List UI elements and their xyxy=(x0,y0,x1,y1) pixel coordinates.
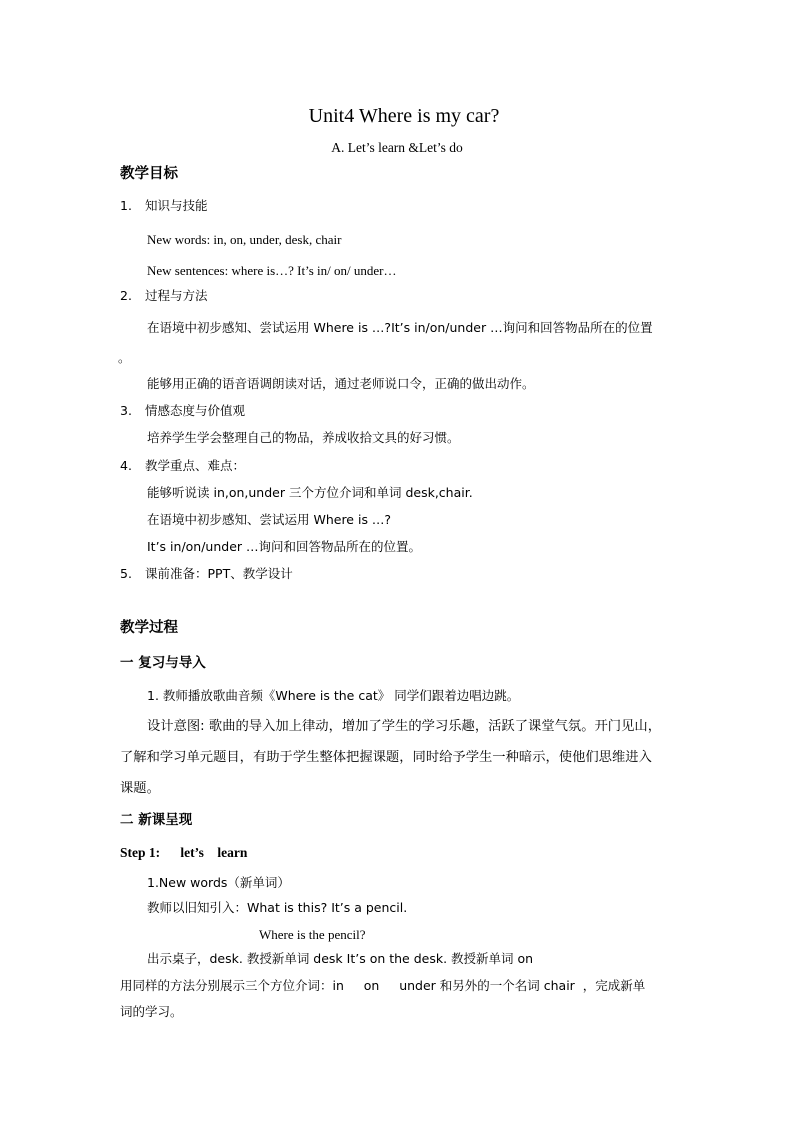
list-item-2-label: 过程与方法 xyxy=(145,288,208,303)
new-words-line: New words: in, on, under, desk, chair xyxy=(147,232,342,247)
new-words-label: 1.New words（新单词） xyxy=(147,875,290,890)
section-heading-goals: 教学目标 xyxy=(120,166,178,182)
section-heading-process: 教学过程 xyxy=(120,620,178,636)
design-intent-line-3: 课题。 xyxy=(120,781,160,796)
new-sentences-line: New sentences: where is…? It’s in/ on/ under… xyxy=(147,263,397,278)
emotion-line: 培养学生学会整理自己的物品，养成收拾文具的好习惯。 xyxy=(147,430,460,445)
list-item-5-label: 课前准备：PPT、教学设计 xyxy=(145,566,293,581)
list-item-4-number: 4. xyxy=(120,458,132,473)
list-item-1-label: 知识与技能 xyxy=(145,198,208,213)
step-1-heading: Step 1: let’s learn xyxy=(120,845,248,860)
same-method-line-1: 用同样的方法分别展示三个方位介词：in on under 和另外的一个名词 chair ，完成新单 xyxy=(120,978,646,993)
key-point-line-1: 能够听说读 in,on,under 三个方位介词和单词 desk,chair. xyxy=(147,485,473,500)
method-line-2: 能够用正确的语音语调朗读对话，通过老师说口令，正确的做出动作。 xyxy=(147,376,535,391)
list-item-4-label: 教学重点、难点： xyxy=(145,458,246,473)
desk-line: 出示桌子，desk. 教授新单词 desk It’s on the desk. 教授新单词 on xyxy=(147,951,534,966)
intro-question-line: Where is the pencil? xyxy=(259,927,366,942)
same-method-line-2: 词的学习。 xyxy=(120,1004,183,1019)
part1-line-1: 1. 教师播放歌曲音频《Where is the cat》 同学们跟着边唱边跳。 xyxy=(147,688,520,703)
key-point-line-3: It’s in/on/under …询问和回答物品所在的位置。 xyxy=(147,539,422,554)
list-item-2-number: 2. xyxy=(120,288,132,303)
design-intent-line-2: 了解和学习单元题目，有助于学生整体把握课题，同时给予学生一种暗示，使他们思维进入 xyxy=(120,750,652,765)
list-item-1-number: 1. xyxy=(120,198,132,213)
list-item-3-number: 3. xyxy=(120,403,132,418)
part1-heading: 一 复习与导入 xyxy=(120,655,206,671)
method-line-1-continued: 。 xyxy=(118,350,131,365)
list-item-3-label: 情感态度与价值观 xyxy=(145,403,246,418)
part2-heading: 二 新课呈现 xyxy=(120,812,193,828)
method-line-1: 在语境中初步感知、尝试运用 Where is …?It’s in/on/under …询问和回答物品所在的位置 xyxy=(147,320,653,335)
design-intent-line-1: 设计意图: 歌曲的导入加上律动，增加了学生的学习乐趣，活跃了课堂气氛。开门见山， xyxy=(147,719,661,734)
key-point-line-2: 在语境中初步感知、尝试运用 Where is …? xyxy=(147,512,392,527)
document-title: Unit4 Where is my car? xyxy=(308,105,500,127)
intro-line: 教师以旧知引入：What is this? It’s a pencil. xyxy=(147,900,408,915)
list-item-5-number: 5. xyxy=(120,566,132,581)
document-subtitle: A. Let’s learn &Let’s do xyxy=(331,140,463,155)
